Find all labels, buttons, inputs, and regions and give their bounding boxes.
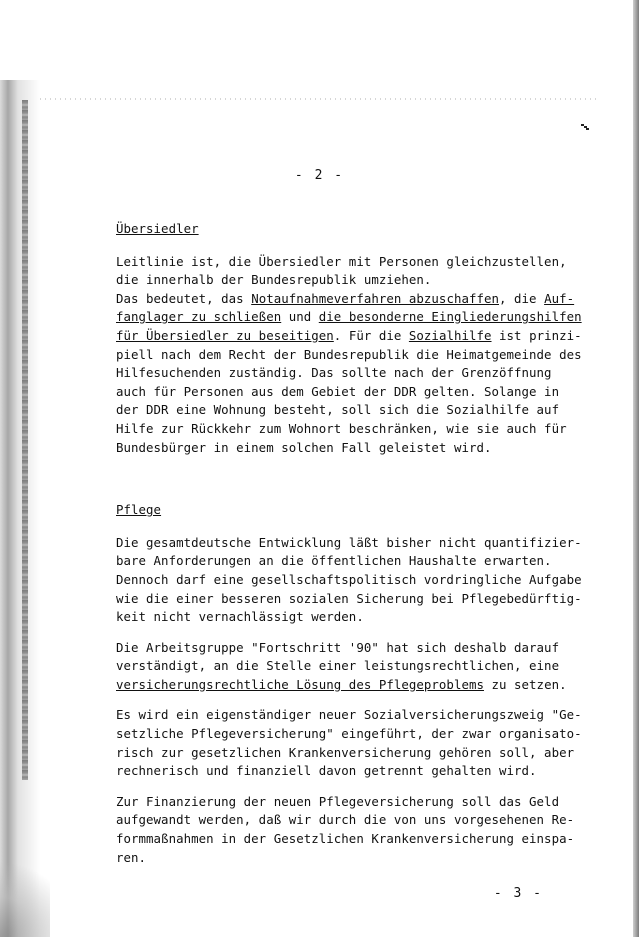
text-fragment: Das bedeutet, das [116, 290, 252, 306]
section-heading-uebersiedler: Übersiedler [116, 221, 199, 236]
next-page-marker: - 3 - [493, 886, 543, 901]
text-line: Die Arbeitsgruppe "Fortschritt '90" hat sich deshalb darauf [116, 639, 560, 655]
underlined-text: versicherungsrechtliche Lösung des Pflegeproblems [116, 676, 484, 692]
text-line [116, 676, 566, 695]
text-line: bare Anforderungen an die öffentlichen Haushalte erwarten. [116, 553, 552, 569]
paragraph [116, 534, 582, 627]
page-number: - 2 - [294, 168, 345, 183]
text-line: Bundesbürger in einem solchen Fall geleistet wird. [116, 439, 492, 455]
text-line: Zur Finanzierung der neuen Pflegeversicherung soll das Geld [116, 793, 560, 809]
underlined-text: für Übersiedler zu beseitigen [116, 327, 334, 343]
section-heading-pflege: Pflege [116, 502, 162, 518]
paragraph [116, 793, 575, 867]
paragraph [116, 290, 582, 457]
paragraph [116, 706, 582, 780]
text-line: ren. [116, 849, 147, 865]
text-line: auch für Personen aus dem Gebiet der DDR gelten. Solange in [116, 383, 560, 399]
text-line: formmaßnahmen in der Gesetzlichen Krankenversicherung einspa- [116, 831, 575, 847]
text-fragment: zu setzen. [483, 676, 567, 692]
underlined-text: Notaufnahmeverfahren abzuschaffen [251, 290, 500, 306]
text-fragment: ist prinzi- [491, 327, 582, 343]
paragraph [116, 639, 566, 695]
document-body [116, 220, 582, 867]
underlined-text: die besonderne Eingliederungshilfen [318, 309, 582, 325]
text-fragment: . Für die [333, 327, 409, 343]
text-line [116, 308, 582, 327]
paragraph [116, 253, 566, 290]
text-line: Hilfe zur Rückkehr zum Wohnort beschränken, wie sie auch für [116, 420, 567, 436]
text-line: Dennoch darf eine gesellschaftspolitisch vordringliche Aufgabe [116, 571, 582, 587]
underlined-text: Sozialhilfe [408, 327, 492, 343]
text-line: piell nach dem Recht der Bundesrepublik die Heimatgemeinde des [116, 346, 582, 362]
scan-speck [581, 124, 589, 130]
scan-edge-right [633, 0, 639, 937]
text-line: setzliche Pflegeversicherung" eingeführt, der zwar organisato- [116, 726, 582, 742]
text-line: wie die einer besseren sozialen Sicherung bei Pflegebedürftig- [116, 590, 582, 606]
text-line: die innerhalb der Bundesrepublik umziehen. [116, 272, 432, 288]
text-line: rechnerisch und finanziell davon getrennt gehalten wird. [116, 763, 537, 779]
scan-shadow-left [0, 80, 40, 937]
text-line: keit nicht vernachlässigt werden. [116, 609, 364, 625]
text-line: Es wird ein eigenständiger neuer Sozialversicherungszweig "Ge- [116, 707, 582, 723]
text-line: aufgewandt werden, daß wir durch die von uns vorgesehenen Re- [116, 812, 575, 828]
scan-dotted-line [40, 98, 600, 100]
text-line: risch zur gesetzlichen Krankenversicherung gehören soll, aber [116, 744, 575, 760]
text-line [116, 327, 582, 346]
underlined-text: Auf- [544, 290, 575, 306]
text-line [116, 290, 575, 309]
text-line: Leitlinie ist, die Übersiedler mit Personen gleichzustellen, [116, 253, 567, 269]
scan-edge-left [22, 100, 28, 780]
text-fragment: , die [499, 290, 545, 306]
text-line: der DDR eine Wohnung besteht, soll sich die Sozialhilfe auf [116, 402, 560, 418]
text-line: Die gesamtdeutsche Entwicklung läßt bisher nicht quantifizier- [116, 534, 582, 550]
text-fragment: und [281, 309, 319, 325]
text-line: verständigt, an die Stelle einer leistungsrechtlichen, eine [116, 658, 560, 674]
underlined-text: fanglager zu schließen [116, 309, 282, 325]
scan-shadow-bottom [0, 850, 50, 937]
text-line: Hilfesuchenden zuständig. Das sollte nach der Grenzöffnung [116, 365, 552, 381]
